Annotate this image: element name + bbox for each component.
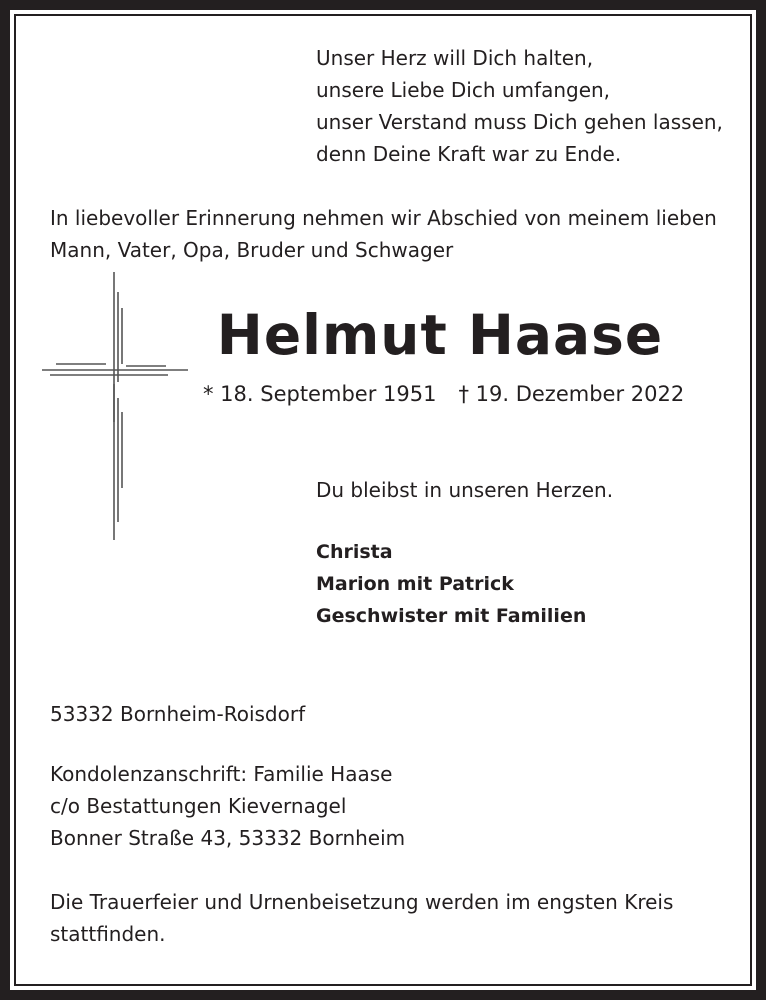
poem-line: Unser Herz will Dich halten, [316, 46, 594, 70]
poem-line: unser Verstand muss Dich gehen lassen, [316, 110, 723, 134]
place-text: 53332 Bornheim-Roisdorf [50, 702, 306, 726]
ceremony-line: Die Trauerfeier und Urnenbeisetzung werden im engsten Kreis [50, 890, 674, 914]
intro-line: In liebevoller Erinnerung nehmen wir Abschied von meinem lieben [50, 206, 717, 230]
poem [316, 42, 723, 170]
mourner: Christa [316, 541, 393, 563]
intro-text [50, 202, 717, 266]
ceremony-note [50, 886, 673, 950]
condolence-line: c/o Bestattungen Kievernagel [50, 794, 347, 818]
mourners-list [316, 536, 586, 632]
poem-line: unsere Liebe Dich umfangen, [316, 78, 611, 102]
birth-date: * 18. September 1951 [203, 382, 437, 406]
death-date: † 19. Dezember 2022 [458, 382, 685, 406]
condolence-line: Kondolenzanschrift: Familie Haase [50, 762, 393, 786]
poem-line: denn Deine Kraft war zu Ende. [316, 142, 622, 166]
life-dates [203, 378, 684, 410]
deceased-name: Helmut Haase [216, 303, 664, 367]
ceremony-line: stattfinden. [50, 922, 166, 946]
mourner: Geschwister mit Familien [316, 605, 587, 627]
mourner: Marion mit Patrick [316, 573, 514, 595]
remembrance-text: Du bleibst in unseren Herzen. [316, 478, 614, 502]
condolence-address [50, 758, 405, 854]
condolence-line: Bonner Straße 43, 53332 Bornheim [50, 826, 406, 850]
intro-line: Mann, Vater, Opa, Bruder und Schwager [50, 238, 454, 262]
